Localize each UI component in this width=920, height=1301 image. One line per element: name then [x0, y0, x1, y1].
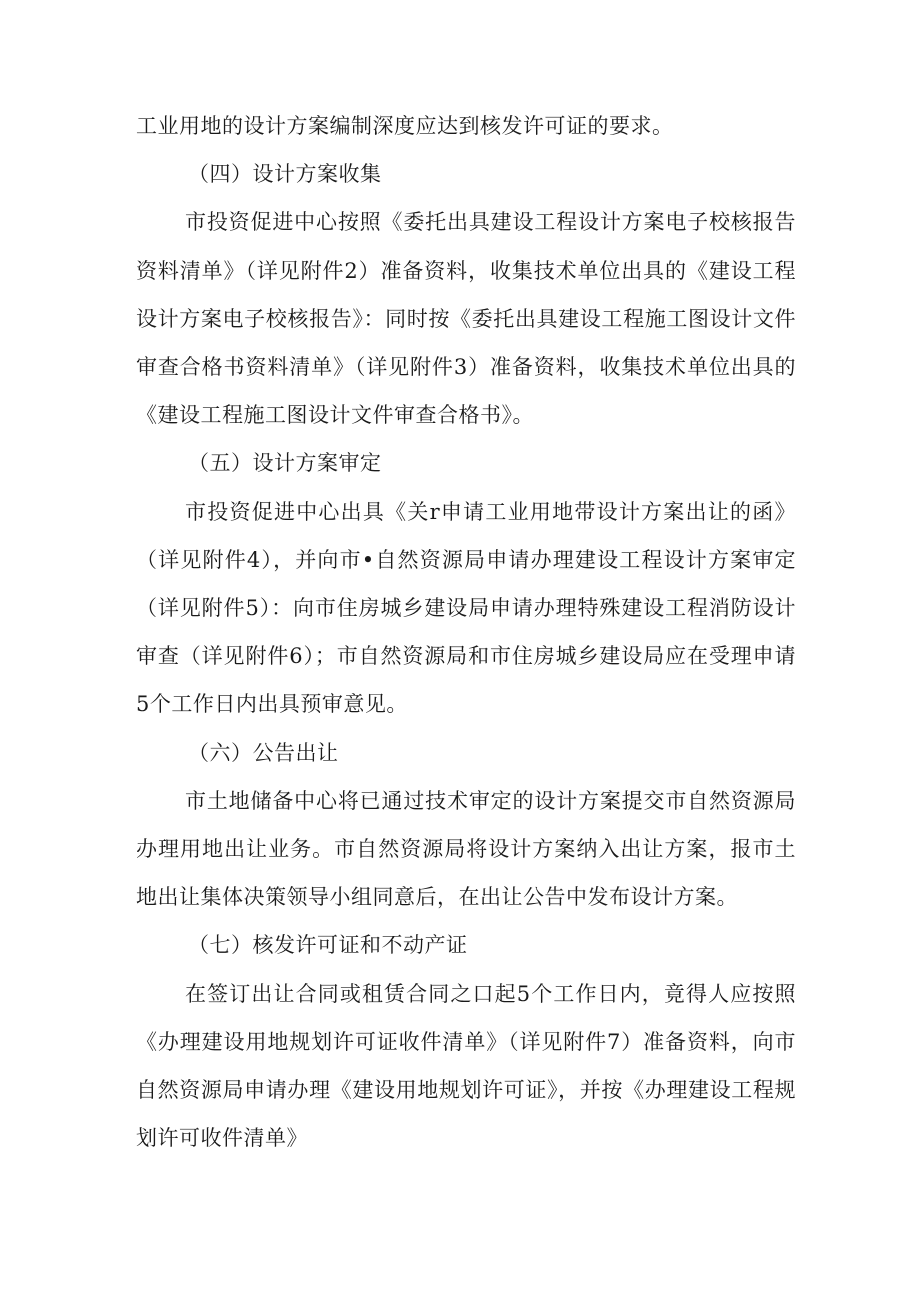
section-heading-4: （四）设计方案收集: [188, 162, 382, 187]
document-body: [136, 102, 796, 1162]
section-heading-6: （六）公告出让: [188, 740, 339, 765]
section-heading-7: （七）核发许可证和不动产证: [188, 933, 468, 958]
paragraph-design-approval: 市投资促进中心出具《关r申请工业用地带设计方案出让的函》（详见附件4），并向市•自然资源局申请办理建设工程设计方案审定（详见附件5）：向市住房城乡建设局申请办理特殊建设工程消防设计审查（详见附件6）；市自然资源局和市住房城乡建设局应在受理申请5个工作日内出具预审意见。: [136, 499, 796, 717]
paragraph-announcement: 市土地储备中心将已通过技术审定的设计方案提交市自然资源局办理用地出让业务。市自然资源局将设计方案纳入出让方案，报市土地出让集体决策领导小组同意后，在出让公告中发布设计方案。: [136, 788, 796, 910]
section-heading-5: （五）设计方案审定: [188, 451, 382, 476]
paragraph-design-collection: 市投资促进中心按照《委托出具建设工程设计方案电子校核报告资料清单》（详见附件2）准备资料，收集技术单位出具的《建设工程设计方案电子校核报告》：同时按《委托出具建设工程施工图设计文件审查合格书资料清单》（详见附件3）准备资料，收集技术单位出具的《建设工程施工图设计文件审查合格书》。: [136, 210, 796, 428]
paragraph-permit-issuance: 在签订出让合同或租赁合同之口起5个工作日内，竟得人应按照《办理建设用地规划许可证收件清单》（详见附件7）准备资料，向市自然资源局申请办理《建设用地规划许可证》，并按《办理建设工程规划许可收件清单》: [136, 981, 796, 1151]
paragraph-continuation: 工业用地的设计方案编制深度应达到核发许可证的要求。: [136, 114, 674, 138]
